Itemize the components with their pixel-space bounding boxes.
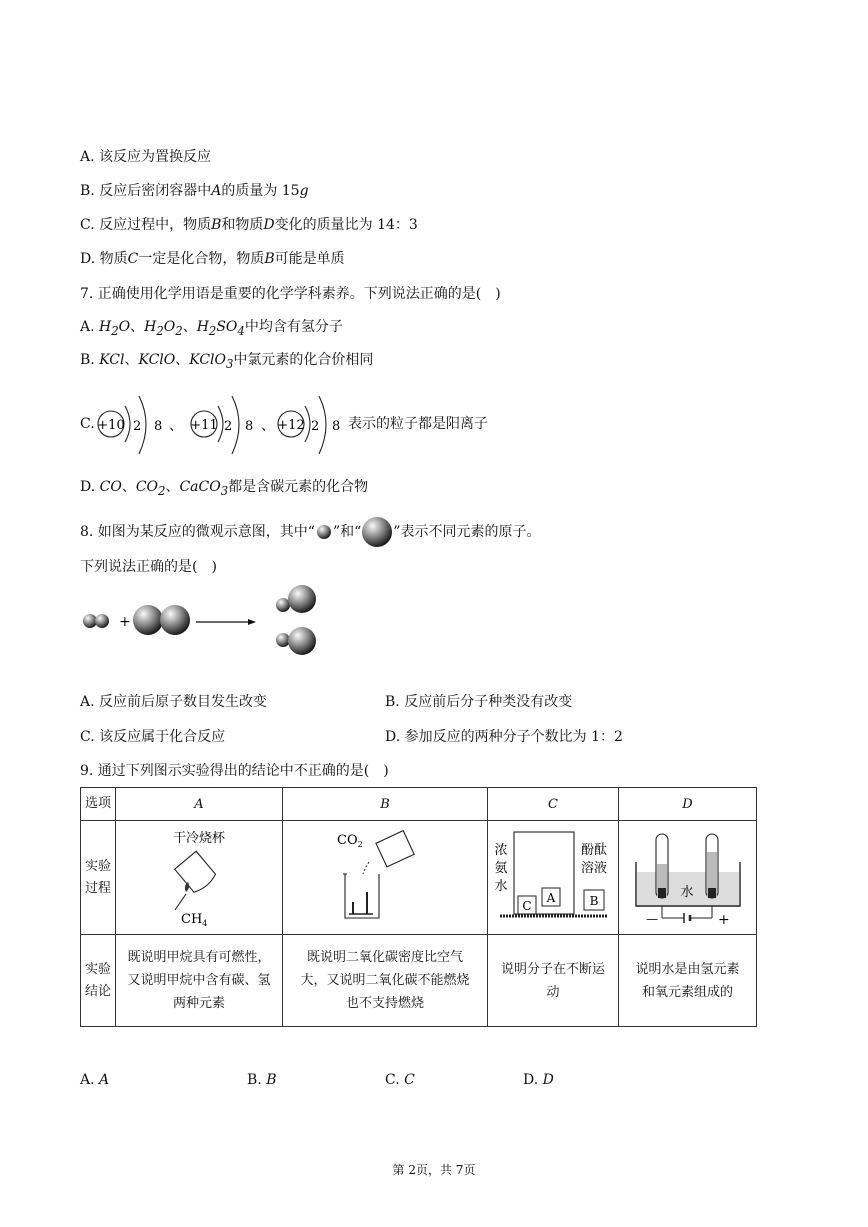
q6-b-unit: g (299, 183, 309, 199)
atom-core-2: +11 (190, 418, 218, 433)
q9-answer-a-label: A. (80, 1072, 95, 1088)
q9-answer-d-value: D (542, 1072, 554, 1088)
figure-d-cell (619, 821, 757, 935)
fig-c-box-b: B (589, 893, 599, 908)
q6-b-post: 的质量为 15 (221, 183, 300, 199)
atom-shell-1a: 2 (133, 419, 142, 434)
q6-c-var2: D (263, 217, 275, 233)
atom-diagram-ne (97, 396, 162, 454)
page-footer: 第 2页，共 7页 (392, 1163, 476, 1177)
conclusion-b-2: 大，又说明二氧化碳不能燃烧 (300, 973, 470, 988)
q8-option-d: D. 参加反应的两种分子个数比为 1：2 (385, 729, 623, 745)
fig-c-left-1: 浓 (494, 842, 508, 858)
header-b: B (283, 788, 488, 821)
q9-answer-c-value: C (404, 1072, 415, 1088)
fig-b-gas: $CO_2$ (337, 832, 363, 849)
q8-option-b: B. 反应前后分子种类没有改变 (385, 694, 573, 710)
large-atom-icon (361, 516, 393, 548)
q9-answer-b-label: B. (247, 1072, 262, 1088)
large-atom-molecule-b (160, 605, 190, 635)
q6-b-pre: B. 反应后密闭容器中 (80, 183, 212, 199)
small-atom-icon (315, 523, 333, 541)
q7-option-a: A. $H_2O$、$H_2O_2$、$H_2SO_4$中均含有氢分子 (80, 319, 343, 338)
q9-answer-d-label: D. (523, 1072, 539, 1088)
co2-gas-jar (376, 830, 414, 866)
q6-option-d (80, 249, 345, 269)
conclusion-c-1: 说明分子在不断运 (500, 961, 605, 977)
conclusion-b (283, 935, 488, 1027)
header-a: A (116, 788, 283, 821)
q7-b-post: 中氯元素的化合价相同 (233, 352, 374, 368)
atom-sep-1: 、 (169, 418, 183, 434)
gas-tube (175, 894, 186, 910)
atom-core-1: +10 (97, 418, 125, 433)
atom-shell-2b: 8 (245, 419, 254, 434)
figure-b-co2-pour (325, 826, 445, 926)
atom-shell-3a: 2 (311, 419, 320, 434)
row-label-conclusion-2: 结论 (84, 983, 111, 999)
q7-option-d: D. CO、$CO_2$、CaCO$_3$都是含碳元素的化合物 (80, 479, 369, 498)
row-label-conclusion-1: 实验 (84, 961, 111, 977)
figure-c-cell (488, 821, 619, 935)
dry-cold-beaker (175, 851, 218, 894)
q8-option-a: A. 反应前后原子数目发生改变 (80, 694, 268, 710)
conclusion-d (619, 935, 757, 1027)
conclusion-d-1: 说明水是由氢元素 (635, 961, 740, 977)
row-label-process-1: 实验 (84, 858, 111, 874)
header-c: C (488, 788, 619, 821)
q6-d-pre: D. 物质 (80, 251, 128, 267)
q7-a-post: 中均含有氢分子 (244, 319, 343, 335)
small-atom-molecule-a (83, 614, 97, 628)
fig-c-right-1: 酚酞 (580, 842, 608, 858)
row-label-process (81, 821, 116, 935)
header-option: 选项 (81, 788, 116, 821)
electrode-right (708, 888, 716, 898)
atom-diagram-na (190, 396, 253, 454)
q9-answer-b (247, 1070, 277, 1090)
q8-stem-mid: ”和“ (332, 524, 362, 540)
q8-option-c: C. 该反应属于化合反应 (80, 729, 226, 745)
q6-option-a: A. 该反应为置换反应 (80, 149, 212, 165)
header-d: D (619, 788, 757, 821)
q6-d-var2: B (264, 251, 275, 267)
atom-diagram-mg (277, 396, 340, 454)
fig-c-box-a: A (546, 890, 556, 905)
atom-shell-1b: 8 (154, 419, 163, 434)
q7-d-post: 都是含碳元素的化合物 (228, 479, 369, 495)
q8-stem-pre: 8. 如图为某反应的微观示意图，其中“ (80, 524, 315, 540)
q6-d-var1: C (127, 251, 139, 267)
atom-structure-diagrams (95, 384, 345, 464)
conclusion-c (488, 935, 619, 1027)
reaction-plus: + (119, 614, 131, 630)
q7-c-post: 表示的粒子都是阳离子 (348, 416, 488, 432)
product-large-atom-1 (288, 585, 316, 613)
q9-stem: 9. 通过下列图示实验得出的结论中不正确的是( ) (80, 763, 389, 779)
q7-stem: 7. 正确使用化学用语是重要的化学学科素养。下列说法正确的是( ) (80, 286, 501, 302)
electrode-left (658, 888, 666, 898)
figure-d-electrolysis (626, 824, 750, 928)
conclusion-a-1: 既说明甲烷具有可燃性， (127, 950, 271, 965)
q9-table (80, 787, 757, 1027)
row-label-process-2: 过程 (84, 880, 111, 896)
q6-d-mid: 一定是化合物，物质 (138, 251, 265, 267)
q9-answer-a (80, 1070, 109, 1090)
q9-answer-c (385, 1070, 415, 1090)
fig-d-minus: — (645, 911, 658, 926)
conclusion-a-3: 两种元素 (172, 996, 225, 1011)
q8-stem2: 下列说法正确的是( ) (80, 559, 217, 575)
q8-stem-post: ”表示不同元素的原子。 (393, 524, 541, 540)
q6-b-var: A (211, 183, 222, 199)
q6-c-mid: 和物质 (221, 217, 264, 233)
reaction-arrow-head (248, 619, 256, 625)
fig-a-label: 干冷烧杯 (172, 830, 226, 846)
conclusion-b-1: 既说明二氧化碳密度比空气 (306, 950, 463, 965)
conclusion-b-3: 也不支持燃烧 (345, 996, 424, 1011)
q9-answer-d (523, 1070, 554, 1090)
q6-c-var1: B (211, 217, 222, 233)
fig-d-plus: + (717, 911, 730, 928)
pour-stream (363, 862, 369, 874)
fig-c-right-2: 溶液 (580, 860, 608, 876)
product-small-atom-2 (276, 633, 290, 647)
large-atom-molecule-a (133, 605, 163, 635)
flame-icon (185, 882, 189, 892)
q9-answer-a-value: A (99, 1072, 110, 1088)
atom-sep-2: 、 (261, 418, 275, 434)
conclusion-c-2: 动 (546, 984, 560, 1000)
fig-c-left-2: 氨 (494, 860, 508, 876)
q6-c-post: 变化的质量比为 14：3 (274, 217, 418, 233)
q6-option-b (80, 181, 309, 201)
q7-c-prefix: C. (80, 416, 95, 432)
figure-a-methane-burning (139, 826, 259, 926)
fig-c-box-c: C (522, 898, 532, 913)
reaction-diagram (80, 580, 340, 662)
product-small-atom-1 (276, 598, 290, 612)
q6-c-pre: C. 反应过程中，物质 (80, 217, 212, 233)
figure-b-cell (283, 821, 488, 935)
conclusion-a-2: 又说明甲烷中含有碳、氢 (127, 973, 271, 988)
q8-stem (80, 516, 540, 548)
q7-option-b: B. KCl、KClO、KClO$_3$中氯元素的化合价相同 (80, 352, 374, 371)
figure-c-molecule-motion (492, 824, 614, 928)
q9-answer-b-value: B (266, 1072, 277, 1088)
product-large-atom-2 (288, 627, 316, 655)
conclusion-a (116, 935, 283, 1027)
atom-shell-3b: 8 (332, 419, 341, 434)
q6-d-post: 可能是单质 (274, 251, 345, 267)
beaker (345, 874, 379, 918)
figure-a-cell (116, 821, 283, 935)
conclusion-d-2: 和氧元素组成的 (641, 984, 733, 1000)
q9-answer-c-label: C. (385, 1072, 400, 1088)
fig-c-left-3: 水 (494, 878, 508, 894)
small-atom-molecule-b (95, 614, 109, 628)
row-label-conclusion (81, 935, 116, 1027)
fig-a-gas: $CH_4$ (181, 911, 208, 926)
q6-option-c (80, 215, 418, 235)
atom-core-3: +12 (277, 418, 305, 433)
fig-d-water: 水 (679, 884, 694, 900)
atom-shell-2a: 2 (224, 419, 233, 434)
